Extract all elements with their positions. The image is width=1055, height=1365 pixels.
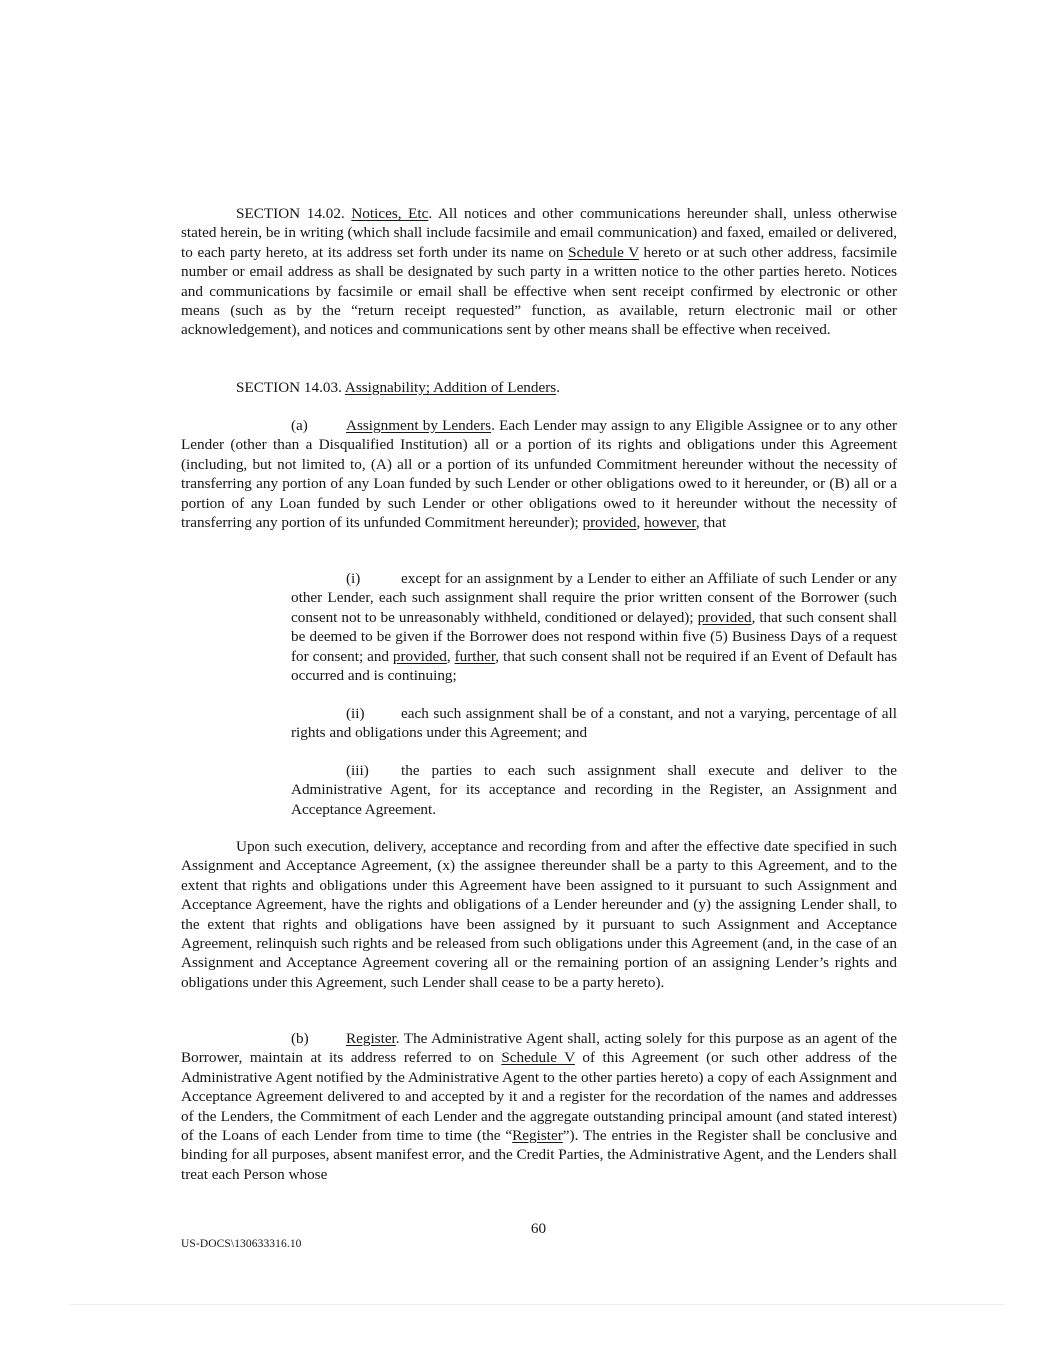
item-iii-text: the parties to each such assignment shall execute and deliver to the Administrative Agent, for its acceptance and recording in the Register, an Assignment and Acceptance Agreement. [291,762,897,818]
paragraph-a-title: Assignment by Lenders [346,417,492,434]
item-iii [291,761,897,819]
item-i-label: (i) [346,570,361,587]
upon-paragraph-text: Upon such execution, delivery, acceptance and recording from and after the effective date specified in such Assignment and Acceptance Agreement, (x) the assignee thereunder shall be a party to this Agreement, and to the extent that rights and obligations under this Agreement have been assigned to it pursuant to such Assignment and Acceptance Agreement, have the rights and obligations of a Lender hereunder and (y) the assigning Lender shall, to the extent that rights and obligations have been assigned by it pursuant to such Assignment and Acceptance Agreement, relinquish such rights and be released from such obligations under this Agreement (and, in the case of an Assignment and Acceptance Agreement covering all or the remaining portion of an assigning Lender’s rights and obligations under this Agreement, such Lender shall cease to be a party hereto). [181,838,897,991]
paragraph-a [181,416,897,532]
item-i-text-2: , that such consent shall be deemed to be given if the Borrower does not respond within five (5) Business Days of a request for consent; and [291,608,897,665]
provided-term: provided [392,647,447,665]
section-14-02-text-1: . All notices and other communications hereunder shall, unless otherwise stated herein, be in writing (which shall include facsimile and email communication) and faxed, emailed or delivered, to each party hereto, at its address set forth under its name on [181,205,898,261]
item-iii-label: (iii) [346,762,369,779]
paragraph-b-text-1: . The Administrative Agent shall, acting solely for this purpose as an agent of the Borrower, maintain at its address referred to on [181,1030,897,1067]
paragraph-b-text-3: ”). The entries in the Register shall be conclusive and binding for all purposes, absent manifest error, and the Credit Parties, the Administrative Agent, and the Lenders shall treat each Person whose [181,1127,897,1183]
section-14-02-title: Notices, Etc [351,205,429,222]
item-i-text-1: except for an assignment by a Lender to either an Affiliate of such Lender or any other Lender, each such assignment shall require the prior written consent of the Borrower (such consent not to be unreasonably withheld, conditioned or delayed); [291,570,897,626]
further-term: further [454,647,496,665]
provided-term: provided [582,514,637,532]
schedule-v-reference: Schedule V [501,1049,575,1067]
document-id: US-DOCS\130633316.10 [181,1238,302,1250]
item-i-text-3: , that such consent shall not be required if an Event of Default has occurred and is continuing; [291,647,898,685]
schedule-v-reference: Schedule V [568,243,639,261]
paragraph-a-label: (a) [291,417,308,434]
paragraph-a-text: . Each Lender may assign to any Eligible Assignee or to any other Lender (other than a Disqualified Institution) all or a portion of its rights and obligations under this Agreement (including, but not limited to, (A) all or a portion of its unfunded Commitment hereunder without the necessity of transferring any portion of any Loan funded by such Lender or other obligations owed to it hereunder, or (B) all or a portion of any Loan funded by such Lender or other obligations owed to it hereunder without the necessity of transferring any portion of its unfunded Commitment hereunder); [181,417,897,532]
item-ii-text: each such assignment shall be of a constant, and not a varying, percentage of all rights and obligations under this Agreement; and [291,705,897,742]
paragraph-a-tail: , that [695,514,727,532]
item-i [291,569,897,685]
paragraph-b-title: Register [346,1030,396,1047]
page-divider [70,1304,1005,1305]
section-14-03 [181,378,897,397]
comma: , [636,514,645,532]
upon-paragraph [181,837,897,992]
paragraph-b-label: (b) [291,1030,309,1047]
however-term: however [644,514,696,532]
provided-term: provided [697,608,752,626]
section-14-02-text-2: hereto or at such other address, facsimile number or email address as shall be designated by such party in a written notice to the other parties hereto. Notices and communications by facsimile or email shall be effective when sent receipt confirmed by electronic or other means (such as by the “return receipt requested” function, as available, return electronic mail or other acknowledgement), and notices and communications sent by other means shall be effective when received. [181,243,897,339]
paragraph-b-text-2: of this Agreement (or such other address of the Administrative Agent notified by the Administrative Agent to the other parties hereto) a copy of each Assignment and Acceptance Agreement delivered to and accepted by it and a register for the recordation of the names and addresses of the Lenders, the Commitment of each Lender and the aggregate outstanding principal amount (and stated interest) of the Loans of each Lender from time to time (the “ [181,1049,898,1145]
section-14-02 [181,204,897,340]
item-ii [291,704,897,743]
comma: , [446,647,455,665]
register-term: Register [512,1127,563,1145]
section-14-03-title: Assignability; Addition of Lenders [344,379,557,396]
item-ii-label: (ii) [346,705,365,722]
section-14-02-heading: SECTION 14.02. [236,205,345,222]
section-14-03-period: . [556,379,560,396]
section-14-03-heading: SECTION 14.03. [236,379,342,396]
page-number: 60 [530,1220,547,1237]
paragraph-b [181,1029,897,1184]
